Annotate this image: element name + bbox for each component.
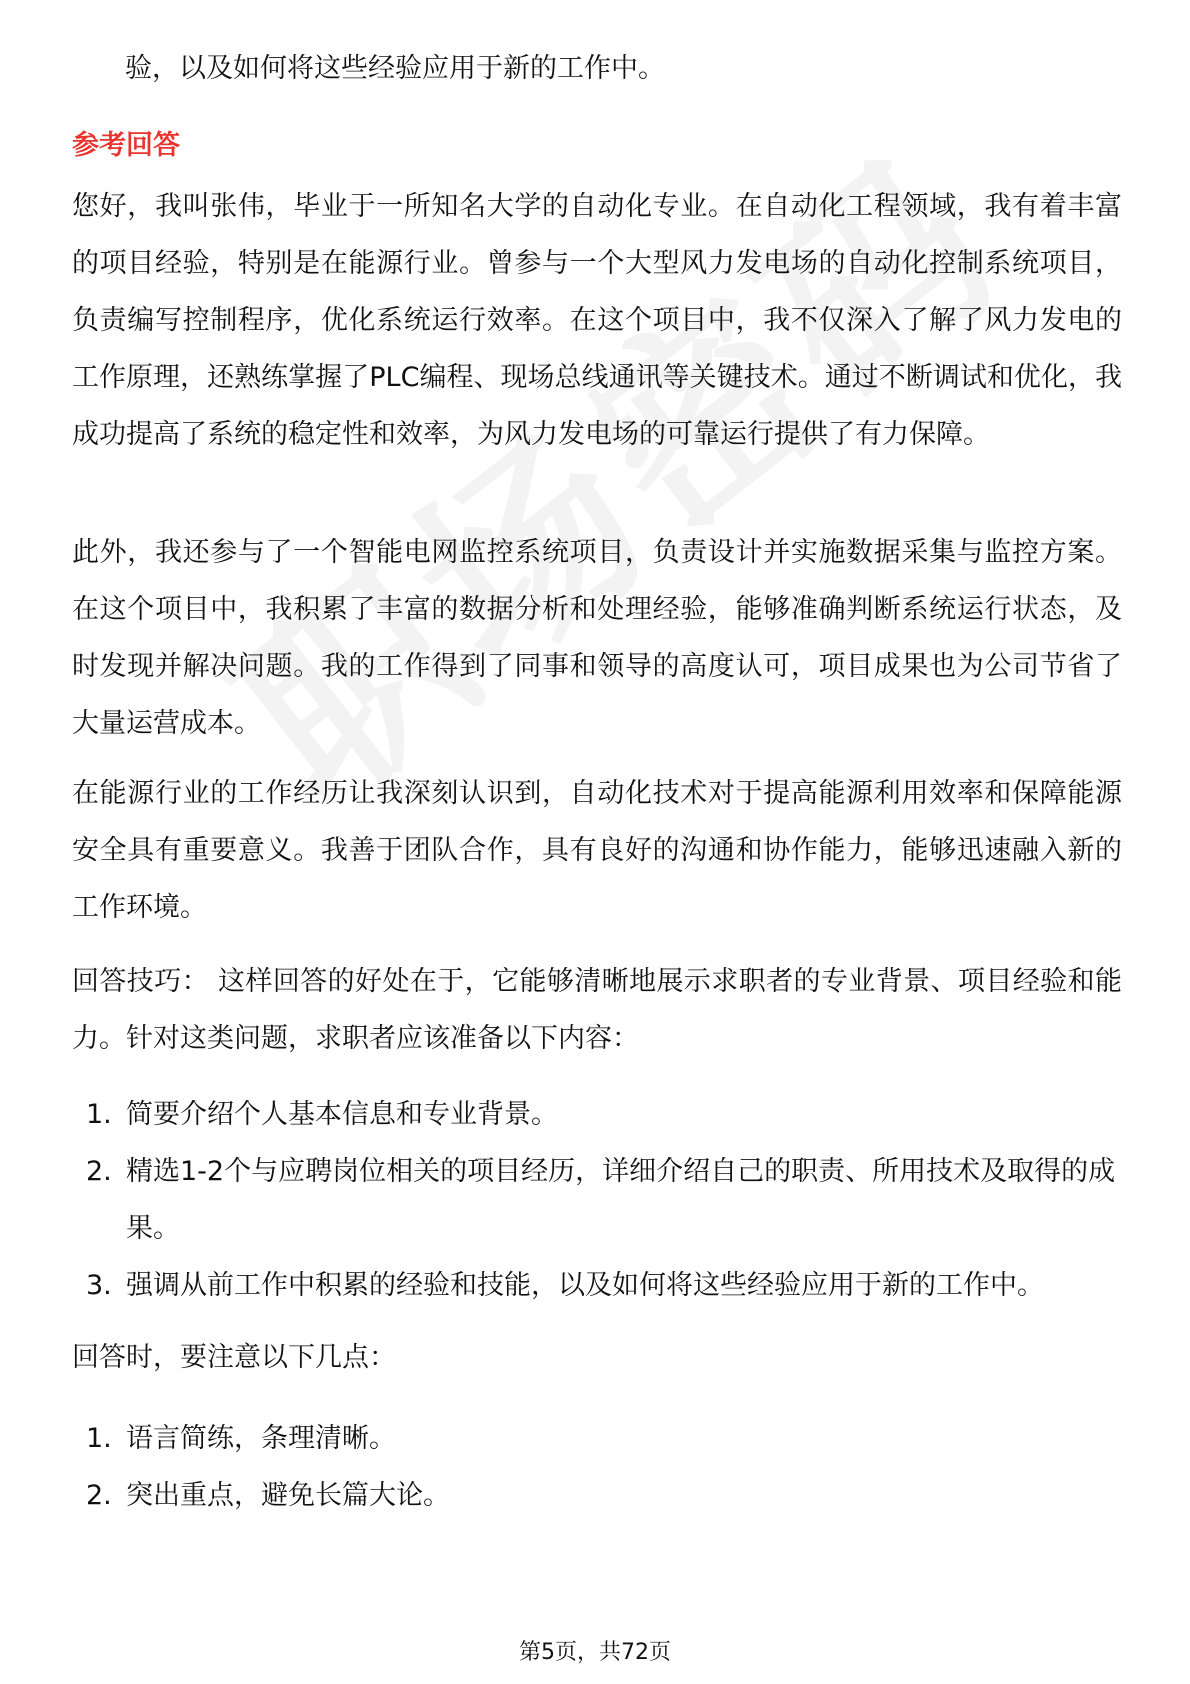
- list-number: 1.: [86, 1423, 112, 1454]
- page-number: 第5页，共72页: [519, 1640, 671, 1665]
- list-item-text: 突出重点，避免长篇大论。: [126, 1480, 450, 1511]
- list-item-text: 强调从前工作中积累的经验和技能，以及如何将这些经验应用于新的工作中。: [126, 1270, 1044, 1301]
- list-number: 3.: [86, 1270, 112, 1301]
- answer-paragraph-3: 在能源行业的工作经历让我深刻认识到，自动化技术对于提高能源利用效率和保障能源安全具有重要意义。我善于团队合作，具有良好的沟通和协作能力，能够迅速融入新的工作环境。: [72, 778, 1122, 923]
- continuation-text: 验，以及如何将这些经验应用于新的工作中。: [125, 53, 665, 84]
- list-item-text: 精选1-2个与应聘岗位相关的项目经历，详细介绍自己的职责、所用技术及取得的成果。: [126, 1156, 1116, 1244]
- list-item: [72, 1467, 1122, 1524]
- notes-list: [72, 1410, 1122, 1524]
- list-item-text: 语言简练，条理清晰。: [126, 1423, 396, 1454]
- list-number: 2.: [86, 1156, 112, 1187]
- list-item: [72, 1257, 1122, 1314]
- list-number: 2.: [86, 1480, 112, 1511]
- answer-paragraph-2: 此外，我还参与了一个智能电网监控系统项目，负责设计并实施数据采集与监控方案。在这个项目中，我积累了丰富的数据分析和处理经验，能够准确判断系统运行状态，及时发现并解决问题。我的工作得到了同事和领导的高度认可，项目成果也为公司节省了大量运营成本。: [72, 537, 1122, 739]
- preparation-list: [72, 1086, 1122, 1314]
- notes-intro: 回答时，要注意以下几点：: [72, 1342, 396, 1373]
- list-number: 1.: [86, 1099, 112, 1130]
- list-item: [72, 1143, 1122, 1257]
- list-item: [72, 1086, 1122, 1143]
- list-item: [72, 1410, 1122, 1467]
- tips-paragraph: 回答技巧： 这样回答的好处在于，它能够清晰地展示求职者的专业背景、项目经验和能力。针对这类问题，求职者应该准备以下内容：: [72, 966, 1122, 1054]
- list-item-text: 简要介绍个人基本信息和专业背景。: [126, 1099, 558, 1130]
- section-heading: 参考回答: [72, 130, 180, 161]
- answer-paragraph-1: 您好，我叫张伟，毕业于一所知名大学的自动化专业。在自动化工程领域，我有着丰富的项目经验，特别是在能源行业。曾参与一个大型风力发电场的自动化控制系统项目，负责编写控制程序，优化系统运行效率。在这个项目中，我不仅深入了解了风力发电的工作原理，还熟练掌握了PLC编程、现场总线通讯等关键技术。通过不断调试和优化，我成功提高了系统的稳定性和效率，为风力发电场的可靠运行提供了有力保障。: [72, 191, 1122, 450]
